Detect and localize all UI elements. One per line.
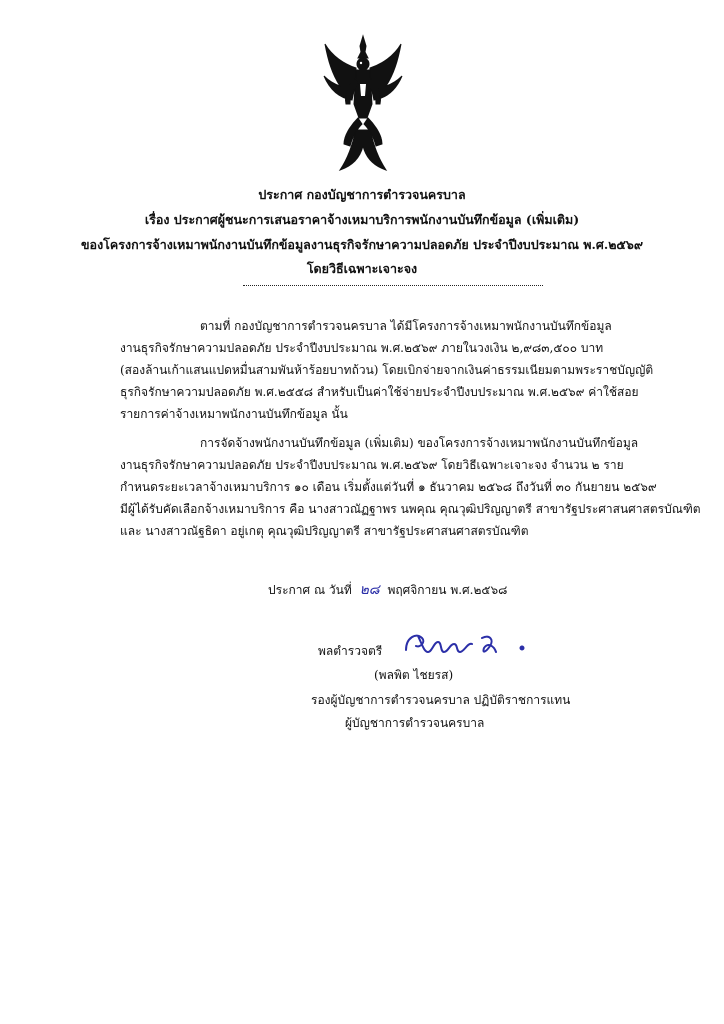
paragraph-line: (สองล้านเก้าแสนแปดหมื่นสามพันห้าร้อยบาทถ้วน) โดยเบิกจ่ายจากเงินค่าธรรมเนียมตามพระราชบัญญัติ xyxy=(120,363,654,377)
dotted-divider xyxy=(243,285,543,286)
garuda-emblem-icon xyxy=(322,34,404,176)
paragraph-line: และ นางสาวณัฐธิดา อยู่เกตุ คุณวุฒิปริญญาตรี สาขารัฐประศาสนศาสตรบัณฑิต xyxy=(120,524,529,538)
date-month-year: พฤศจิกายน พ.ศ.๒๕๖๘ xyxy=(387,583,508,597)
signatory-position-1: รองผู้บัญชาการตำรวจนครบาล ปฏิบัติราชการแทน xyxy=(311,693,571,707)
paragraph-line: รายการค่าจ้างเหมาพนักงานบันทึกข้อมูล นั้น xyxy=(120,407,348,421)
announcement-project: ของโครงการจ้างเหมาพนักงานบันทึกข้อมูลงานธุรกิจรักษาความปลอดภัย ประจำปีงบประมาณ พ.ศ.๒๕๖๙ xyxy=(81,237,643,252)
announcement-title: ประกาศ กองบัญชาการตำรวจนครบาล xyxy=(258,187,466,202)
paragraph-line: กำหนดระยะเวลาจ้างเหมาบริการ ๑๐ เดือน เริ่มตั้งแต่วันที่ ๑ ธันวาคม ๒๕๖๘ ถึงวันที่ ๓๐ กันยายน ๒๕๖๙ xyxy=(120,480,657,494)
date-prefix: ประกาศ ณ วันที่ xyxy=(268,583,352,597)
signatory-rank: พลตำรวจตรี xyxy=(318,644,383,658)
paragraph-line: ธุรกิจรักษาความปลอดภัย พ.ศ.๒๕๕๘ สำหรับเป็นค่าใช้จ่ายประจำปีงบประมาณ พ.ศ.๒๕๖๙ ค่าใช้สอย xyxy=(120,385,639,399)
paragraph-line: งานธุรกิจรักษาความปลอดภัย ประจำปีงบประมาณ พ.ศ.๒๕๖๙ ภายในวงเงิน ๒,๙๘๓,๕๐๐ บาท xyxy=(120,341,604,355)
announcement-date xyxy=(268,579,507,601)
date-day: ๒๘ xyxy=(359,582,380,598)
handwritten-signature xyxy=(398,624,538,664)
announcement-method: โดยวิธีเฉพาะเจาะจง xyxy=(306,261,418,276)
paragraph-line: มีผู้ได้รับคัดเลือกจ้างเหมาบริการ คือ นางสาวณัฏฐาพร นพคุณ คุณวุฒิปริญญาตรี สาขารัฐประศาสนศาสตรบัณฑิต xyxy=(120,502,701,516)
announcement-subject: เรื่อง ประกาศผู้ชนะการเสนอราคาจ้างเหมาบริการพนักงานบันทึกข้อมูล (เพิ่มเติม) xyxy=(144,212,580,227)
paragraph-line: งานธุรกิจรักษาความปลอดภัย ประจำปีงบประมาณ พ.ศ.๒๕๖๙ โดยวิธีเฉพาะเจาะจง จำนวน ๒ ราย xyxy=(120,458,624,472)
body-paragraph-1 xyxy=(120,315,654,425)
paragraph-line: ตามที่ กองบัญชาการตำรวจนครบาล ได้มีโครงการจ้างเหมาพนักงานบันทึกข้อมูล xyxy=(200,319,612,333)
signatory-name: (พลพิต ไชยรส) xyxy=(374,668,454,682)
body-paragraph-2 xyxy=(120,432,701,542)
paragraph-line: การจัดจ้างพนักงานบันทึกข้อมูล (เพิ่มเติม) ของโครงการจ้างเหมาพนักงานบันทึกข้อมูล xyxy=(200,436,639,450)
signatory-position-2: ผู้บัญชาการตำรวจนครบาล xyxy=(345,716,485,730)
